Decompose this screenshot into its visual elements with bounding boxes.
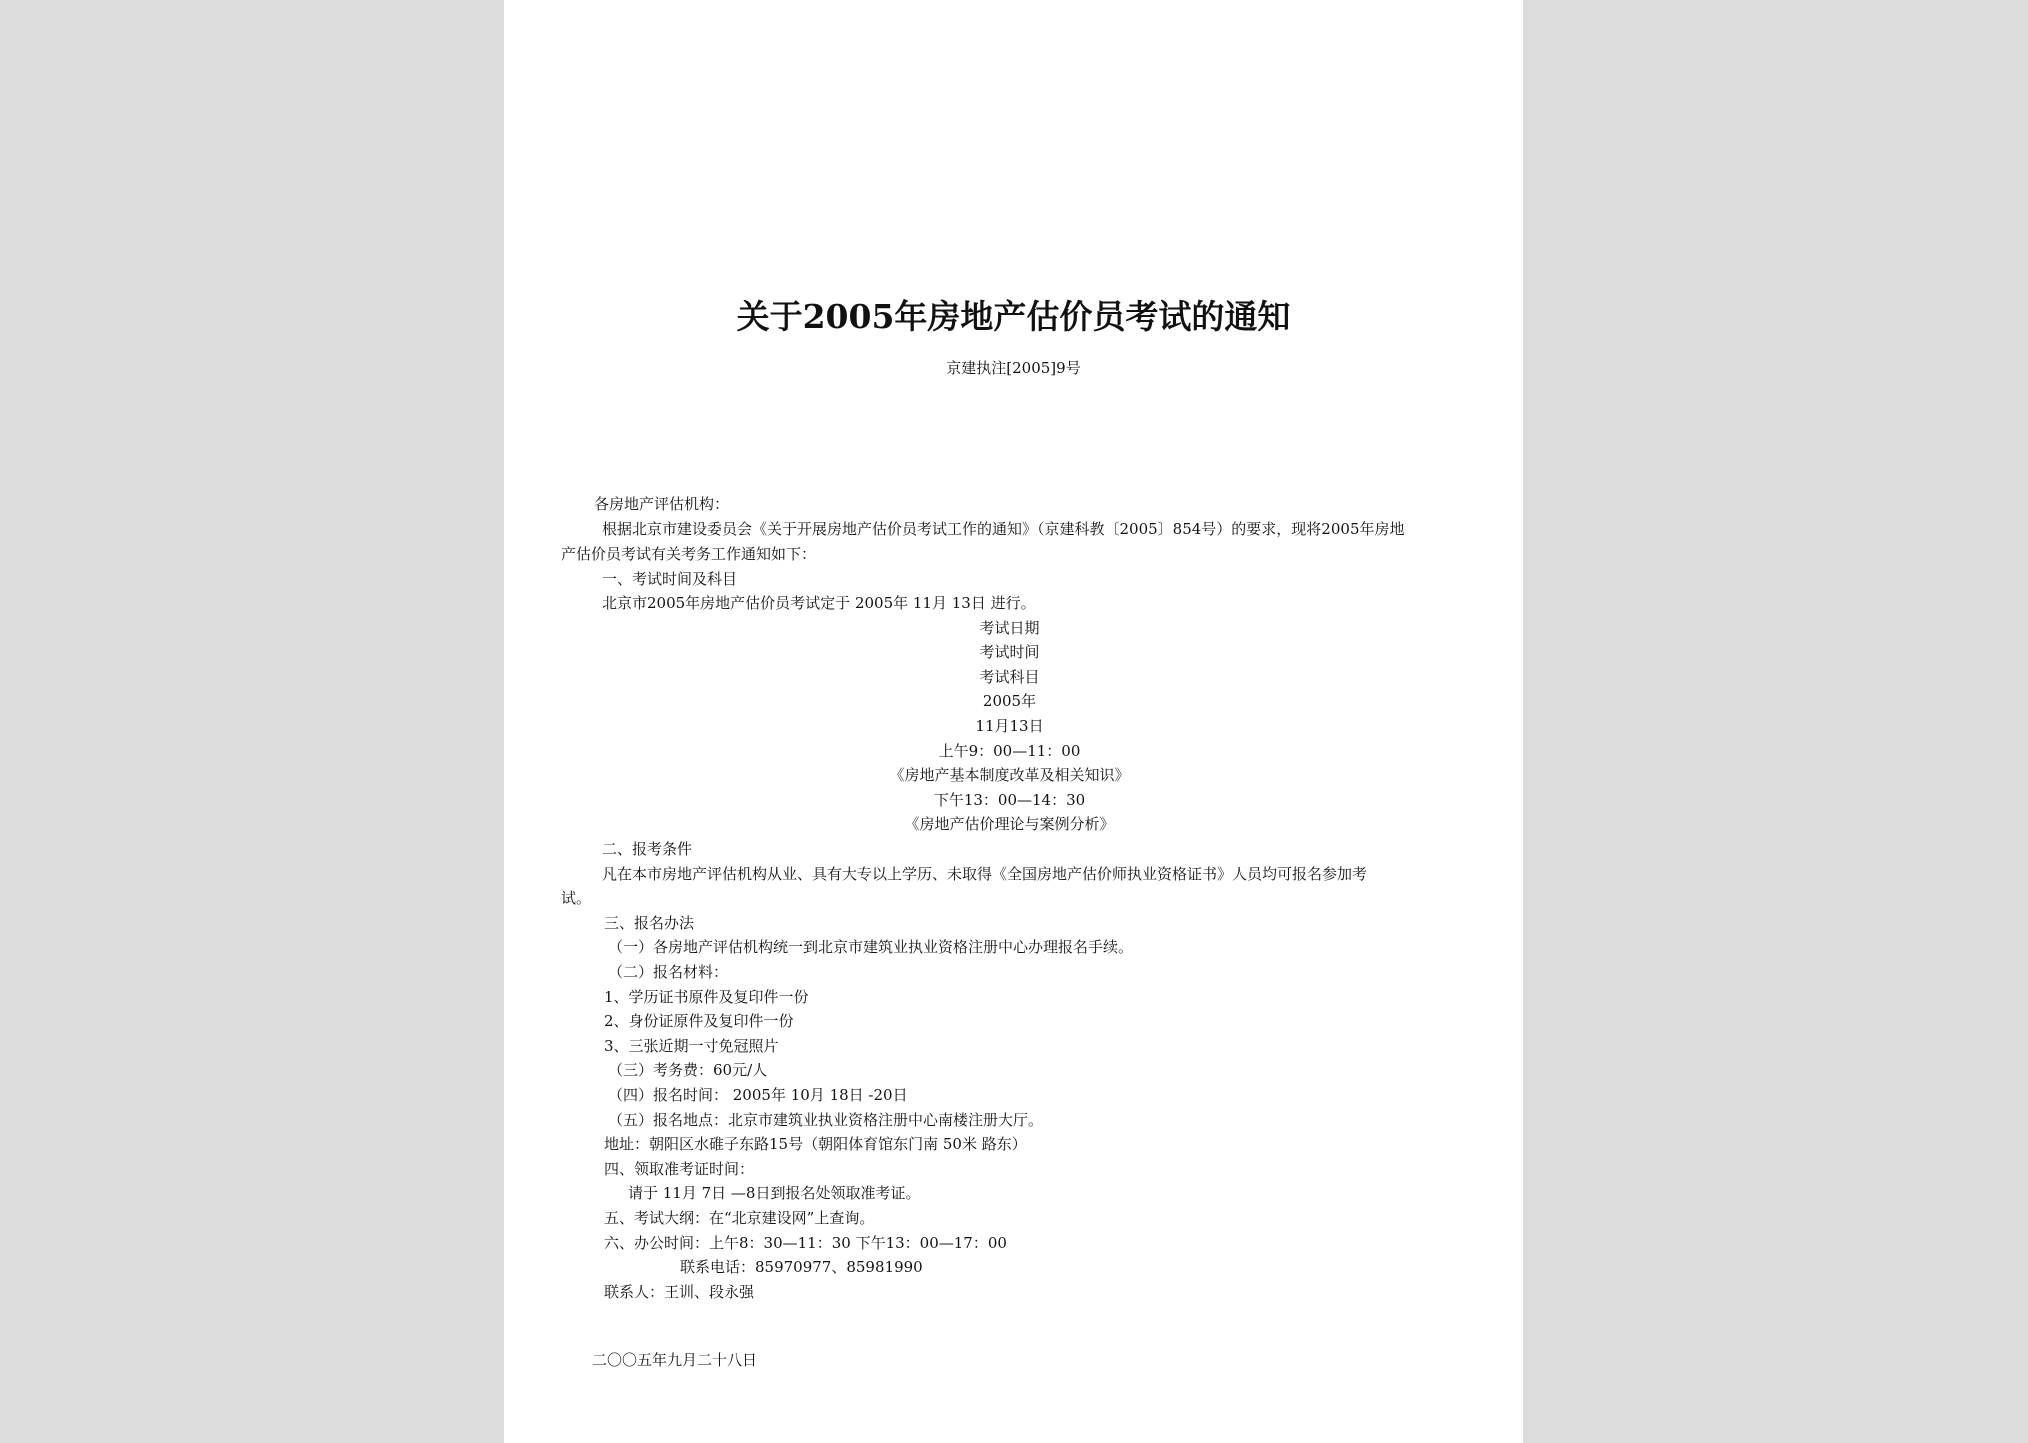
section-2-line-1: 凡在本市房地产评估机构从业、具有大专以上学历、未取得《全国房地产估价师执业资格证书》人员均可报名参加考 xyxy=(602,865,1368,883)
section-3-material-2: 2、身份证原件及复印件一份 xyxy=(604,1012,794,1030)
section-3-item-2: （二）报名材料： xyxy=(608,963,729,981)
intro-paragraph-line-2: 产估价员考试有关考务工作通知如下： xyxy=(561,545,817,563)
section-2-line-2: 试。 xyxy=(561,889,592,907)
section-6-text: 六、办公时间：上午8：30—11：30 下午13：00—17：00 xyxy=(604,1234,1007,1252)
section-5-text: 五、考试大纲：在“北京建设网”上查询。 xyxy=(604,1209,875,1227)
section-3-item-1: （一）各房地产评估机构统一到北京市建筑业执业资格注册中心办理报名手续。 xyxy=(608,938,1134,956)
section-1-heading: 一、考试时间及科目 xyxy=(602,570,738,588)
section-3-item-3: （三）考务费：60元/人 xyxy=(608,1061,768,1079)
document-number: 京建执注[2005]9号 xyxy=(946,359,1081,377)
section-4-heading: 四、领取准考证时间： xyxy=(604,1160,755,1178)
intro-paragraph-line-1: 根据北京市建设委员会《关于开展房地产估价员考试工作的通知》（京建科教〔2005〕854号）的要求，现将2005年房地 xyxy=(602,520,1405,538)
section-3-address: 地址：朝阳区水碓子东路15号（朝阳体育馆东门南 50米 路东） xyxy=(604,1135,1027,1153)
schedule-year: 2005年 xyxy=(982,692,1037,710)
contact-phone: 联系电话：85970977、85981990 xyxy=(680,1258,923,1276)
document-page xyxy=(504,0,1523,1443)
salutation: 各房地产评估机构： xyxy=(594,495,730,513)
contact-person: 联系人：王训、段永强 xyxy=(604,1283,755,1301)
schedule-morning-subject: 《房地产基本制度改革及相关知识》 xyxy=(889,766,1130,784)
document-date: 二〇〇五年九月二十八日 xyxy=(592,1351,758,1369)
section-3-material-1: 1、学历证书原件及复印件一份 xyxy=(604,988,809,1006)
schedule-day: 11月13日 xyxy=(975,717,1044,735)
schedule-header-time: 考试时间 xyxy=(979,643,1040,661)
section-2-heading: 二、报考条件 xyxy=(602,840,693,858)
section-4-text: 请于 11月 7日 —8日到报名处领取准考证。 xyxy=(628,1184,921,1202)
schedule-afternoon-subject: 《房地产估价理论与案例分析》 xyxy=(904,815,1115,833)
schedule-afternoon-time: 下午13：00—14：30 xyxy=(933,791,1086,809)
section-3-item-5: （五）报名地点：北京市建筑业执业资格注册中心南楼注册大厅。 xyxy=(608,1111,1044,1129)
schedule-header-subject: 考试科目 xyxy=(979,668,1040,686)
document-title: 关于2005年房地产估价员考试的通知 xyxy=(736,297,1291,336)
schedule-header-date: 考试日期 xyxy=(979,619,1040,637)
schedule-morning-time: 上午9：00—11：00 xyxy=(938,742,1081,760)
section-1-text: 北京市2005年房地产估价员考试定于 2005年 11月 13日 进行。 xyxy=(602,594,1036,612)
section-3-material-3: 3、三张近期一寸免冠照片 xyxy=(604,1037,779,1055)
section-3-item-4: （四）报名时间： 2005年 10月 18日 -20日 xyxy=(608,1086,908,1104)
section-3-heading: 三、报名办法 xyxy=(604,914,695,932)
